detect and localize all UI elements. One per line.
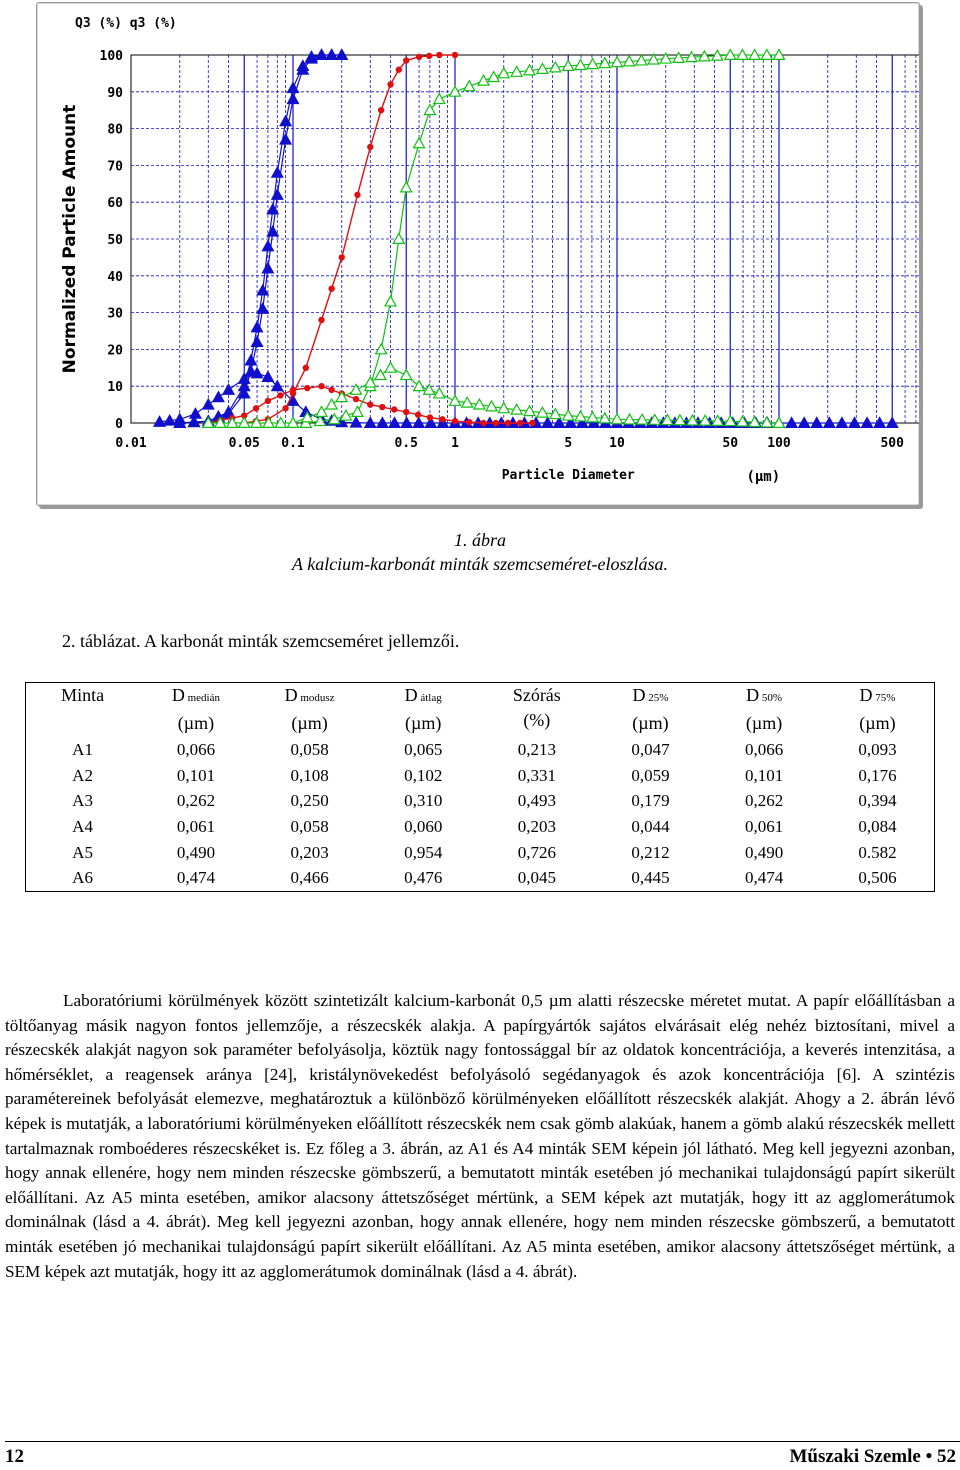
chart-figure — [36, 2, 920, 506]
table-cell: 0,394 — [858, 791, 897, 811]
table-cell: A5 — [72, 842, 93, 862]
series-point — [391, 406, 397, 412]
column-header-main: Szórás — [512, 685, 561, 705]
x-tick-label: 100 — [767, 436, 791, 451]
column-header-subscript: 75% — [872, 692, 896, 704]
x-tick-label: 0.01 — [115, 436, 147, 451]
x-tick-label: 0.5 — [394, 436, 418, 451]
column-header-subscript: medián — [184, 692, 220, 704]
table-cell: 0,203 — [517, 816, 556, 836]
column-header — [26, 683, 140, 737]
table-cell: 0,061 — [176, 816, 216, 836]
series-point — [354, 192, 360, 198]
table-title: 2. táblázat. A karbonát minták szemcseméret jellemzői. — [62, 631, 460, 651]
table-cell: 0,474 — [744, 868, 784, 888]
series-point — [416, 54, 422, 60]
table-cell: 0,058 — [290, 739, 329, 759]
table-row — [26, 814, 935, 840]
table-cell: 0,331 — [517, 765, 556, 785]
table-cell: 0,066 — [176, 739, 216, 759]
table-cell: 0,108 — [290, 765, 329, 785]
series-point — [282, 405, 288, 411]
column-header-unit: (µm) — [632, 713, 669, 733]
footer-separator: • — [925, 1446, 933, 1467]
table-body — [26, 737, 935, 892]
series-point — [367, 144, 373, 150]
series-point — [318, 317, 324, 323]
y-tick-label: 60 — [107, 196, 123, 212]
page-number: 12 — [5, 1446, 24, 1467]
series-point — [290, 387, 296, 393]
table-cell: 0,061 — [744, 816, 784, 836]
table-cell: 0,445 — [631, 868, 670, 888]
column-header-main: D — [632, 685, 646, 705]
series-point — [378, 107, 384, 113]
table-cell: A2 — [72, 765, 93, 785]
column-header — [366, 683, 480, 737]
y-tick-label: 30 — [107, 306, 123, 322]
table-row — [26, 865, 935, 891]
series-point — [367, 401, 373, 407]
table-cell: 0,203 — [290, 842, 329, 862]
table-cell: 0,176 — [858, 765, 897, 785]
series-point — [505, 420, 511, 426]
table-cell: 0.582 — [858, 842, 897, 862]
table-cell: 0,310 — [404, 791, 443, 811]
table-row — [26, 839, 935, 865]
table-cell: 0,066 — [744, 739, 784, 759]
table-cell: 0,058 — [290, 816, 329, 836]
legend-text: Q3 (%) q3 (%) — [75, 16, 177, 31]
table-cell: 0,084 — [858, 816, 897, 836]
table-cell: 0,954 — [404, 842, 443, 862]
column-header-subscript: modusz — [297, 692, 335, 704]
column-header-main: Minta — [61, 685, 105, 705]
table-cell: 0,490 — [744, 842, 784, 862]
table-cell: 0,490 — [176, 842, 216, 862]
table-cell: A4 — [72, 816, 93, 836]
y-tick-label: 20 — [107, 343, 123, 359]
table-cell: 0,474 — [176, 868, 216, 888]
x-tick-label: 1 — [451, 436, 459, 451]
table-cell: 0,262 — [176, 791, 216, 811]
x-axis-unit: (µm) — [746, 469, 781, 485]
series-point — [452, 52, 458, 58]
x-tick-label: 500 — [880, 436, 904, 451]
table-row — [26, 762, 935, 788]
series-point — [529, 420, 535, 426]
series-point — [415, 412, 421, 418]
particle-size-chart — [37, 3, 919, 505]
y-tick-label: 40 — [107, 269, 123, 285]
figure-caption-text: A kalcium-karbonát minták szemcseméret-eloszlása. — [292, 554, 668, 574]
column-header-subscript: 25% — [645, 692, 669, 704]
table-cell: A1 — [72, 739, 93, 759]
table-cell: 0,102 — [404, 765, 443, 785]
column-header-unit: (µm) — [177, 713, 215, 733]
table-row — [26, 788, 935, 814]
series-point — [277, 392, 283, 398]
column-header-subscript: 50% — [759, 692, 783, 704]
series-point — [328, 285, 334, 291]
table-cell: 0,101 — [744, 765, 784, 785]
column-header — [707, 683, 821, 737]
table-cell: 0,093 — [858, 739, 897, 759]
y-tick-label: 0 — [115, 417, 123, 432]
table-cell: 0,212 — [631, 842, 670, 862]
series-point — [396, 67, 402, 73]
column-header-unit: (µm) — [405, 713, 442, 733]
table-cell: 0,060 — [404, 816, 443, 836]
x-axis-label: Particle Diameter — [501, 468, 635, 483]
series-point — [318, 383, 324, 389]
journal-page: 52 — [937, 1446, 956, 1467]
table-cell: 0,044 — [631, 816, 670, 836]
series-point — [387, 81, 393, 87]
table-cell: 0,250 — [290, 791, 329, 811]
table-cell: 0,213 — [517, 739, 556, 759]
column-header — [594, 683, 708, 737]
column-header-main: D — [746, 685, 760, 705]
series-point — [427, 414, 433, 420]
table-cell: 0,179 — [631, 791, 670, 811]
table-cell: 0,466 — [290, 868, 329, 888]
particle-size-table — [25, 682, 935, 892]
table-cell: A3 — [72, 791, 93, 811]
table-cell: A6 — [72, 868, 93, 888]
series-point — [439, 416, 445, 422]
column-header-main: D — [284, 685, 298, 705]
table-cell: 0,045 — [517, 868, 556, 888]
column-header-main: D — [859, 685, 873, 705]
journal-name: Műszaki Szemle — [789, 1446, 921, 1467]
series-point — [452, 418, 458, 424]
figure-caption-number: 1. ábra — [453, 530, 506, 550]
column-header-unit: (µm) — [745, 713, 783, 733]
column-header-unit: (%) — [523, 710, 551, 730]
column-header — [821, 683, 935, 737]
table-cell: 0,262 — [744, 791, 784, 811]
y-tick-label: 80 — [107, 122, 123, 138]
series-point — [379, 404, 385, 410]
body-paragraph: Laboratóriumi körülmények között szintetizált kalcium-karbonát 0,5 µm alatti részecske méretet mutat. A papír előállításban a töltőanyag másik nagyon fontos jellemzője, a részecskék alakja. A papírgyártók sajátos elvárásait elég nehéz biztosítani, mivel a részecskék alakját nagyon sok paraméter befolyásolja, köztük nagy fontossággal bír az oldatok koncentrációja, a keverés intenzitása, a hőmérséklet, a reagensek aránya [24], kristálynövekedést befolyásoló segédanyagok és azok koncentrációja [6]. A szintézis paramétereinek befolyását elemezve, meghatároztuk a különböző körülményeken előállított részecskék alakját. Ahogy a 2. ábrán lévő képek is mutatják, a laboratóriumi körülményeken előállított részecskék nem csak gömb alakúak, hanem a gömb alakú részecskék mellett tartalmaznak romboéderes részecskéket is. Ez főleg a 3. ábrán, az A1 és A4 minták SEM képein jól látható. Meg kell jegyezni azonban, hogy annak ellenére, hogy nem minden részecske gömbszerű, a bemutatott minták esetében jó mechanikai tulajdonságú papírt sikerült előállítani. Az A5 minta esetében, amikor alacsony áttetszőséget mértünk, a SEM képek azt mutatják, hogy itt az agglomerátumok dominálnak (lásd a 4. ábrát). Meg kell jegyezni azonban, hogy annak ellenére, hogy nem minden részecske gömbszerű, a bemutatott minták esetében jó mechanikai tulajdonságú papírt sikerült előállítani. Az A5 minta esetében, amikor alacsony áttetszőséget mértünk, a SEM képek azt mutatják, hogy itt az agglomerátumok dominálnak (lásd a 4. ábrát). — [5, 991, 955, 1281]
series-point — [303, 365, 309, 371]
series-point — [426, 53, 432, 59]
table-cell: 0,059 — [631, 765, 670, 785]
table-header-row — [26, 683, 935, 737]
column-header-unit: (µm) — [859, 713, 896, 733]
footer-rule — [5, 1441, 960, 1442]
table-cell: 0,726 — [517, 842, 556, 862]
y-axis-label: Normalized Particle Amount — [60, 104, 80, 374]
series-point — [253, 405, 259, 411]
y-tick-label: 50 — [107, 233, 123, 248]
series-point — [403, 57, 409, 63]
column-header-unit: (µm) — [291, 713, 328, 733]
table-row — [26, 737, 935, 763]
x-tick-label: 50 — [722, 436, 739, 451]
column-header-subscript: átlag — [417, 692, 442, 704]
column-header — [480, 683, 594, 737]
table-cell: 0,065 — [404, 739, 443, 759]
series-point — [304, 385, 310, 391]
series-point — [403, 409, 409, 415]
x-tick-label: 5 — [564, 436, 573, 451]
column-header — [253, 683, 367, 737]
table-cell: 0,047 — [631, 739, 670, 759]
series-point — [466, 419, 472, 425]
series-point — [265, 398, 271, 404]
table-cell: 0,101 — [176, 765, 216, 785]
series-point — [328, 387, 334, 393]
column-header-main: D — [171, 685, 185, 705]
y-tick-label: 70 — [107, 159, 123, 175]
table-cell: 0,493 — [517, 791, 556, 811]
table-cell: 0,476 — [404, 868, 443, 888]
x-tick-label: 0.05 — [228, 436, 260, 451]
body-text — [5, 989, 955, 1284]
y-tick-label: 10 — [107, 380, 123, 396]
y-tick-label: 100 — [99, 49, 123, 64]
x-tick-label: 0.1 — [281, 436, 305, 451]
column-header-main: D — [404, 685, 418, 705]
y-tick-label: 90 — [107, 85, 123, 101]
column-header — [139, 683, 253, 737]
series-point — [480, 420, 486, 426]
x-tick-label: 10 — [609, 436, 625, 451]
table-cell: 0,506 — [858, 868, 897, 888]
journal-footer — [789, 1446, 956, 1468]
series-point — [517, 420, 523, 426]
series-point — [353, 396, 359, 402]
series-point — [493, 420, 499, 426]
series-point — [339, 254, 345, 260]
series-point — [436, 52, 442, 58]
